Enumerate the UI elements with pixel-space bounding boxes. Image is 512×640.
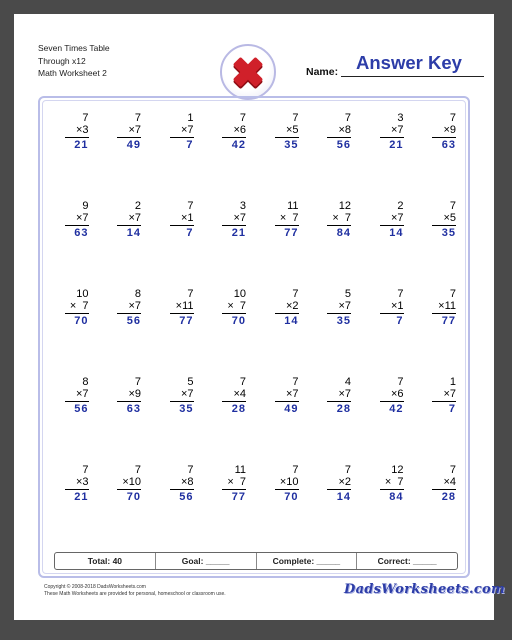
- problem-multiplier: ×2: [285, 300, 299, 312]
- problem-multiplier: ×5: [443, 212, 456, 224]
- problem-top-number: 1: [449, 376, 456, 388]
- problem-top-number: 7: [292, 288, 299, 300]
- problem-answer: 14: [126, 227, 141, 239]
- problem-answer: 21: [74, 491, 89, 503]
- problem: [202, 288, 255, 376]
- problem-top-number: 7: [187, 200, 194, 212]
- title-line: Seven Times Table: [38, 43, 110, 53]
- problem-answer: 14: [389, 227, 404, 239]
- problem-multiplier: × 7: [69, 300, 89, 312]
- problem: [307, 200, 360, 288]
- problem-top-number: 7: [82, 112, 89, 124]
- problem: [412, 376, 465, 464]
- problem-rule: [432, 313, 456, 314]
- problem-rule: [327, 137, 351, 138]
- problem-answer: 70: [126, 491, 141, 503]
- problem-row: [44, 200, 464, 288]
- problem-top-number: 7: [344, 112, 351, 124]
- problem-top-number: 7: [187, 464, 194, 476]
- problem-top-number: 7: [397, 376, 404, 388]
- problem-answer: 14: [336, 491, 351, 503]
- problem-multiplier: ×3: [75, 124, 89, 136]
- problem-multiplier: ×7: [128, 212, 141, 224]
- worksheet-title: [38, 42, 110, 80]
- problem-top-number: 8: [82, 376, 89, 388]
- problem-top-number: 2: [134, 200, 141, 212]
- problem-rule: [65, 401, 89, 402]
- problem: [44, 464, 97, 552]
- problem-rule: [222, 489, 246, 490]
- problem-answer: 7: [186, 139, 194, 151]
- problem-answer: 21: [231, 227, 246, 239]
- problem-multiplier: ×4: [233, 388, 246, 400]
- problem-multiplier: ×6: [233, 124, 246, 136]
- problem-rule: [432, 137, 456, 138]
- problem: [254, 464, 307, 552]
- problem: [149, 376, 202, 464]
- problem-multiplier: ×6: [390, 388, 404, 400]
- problem-multiplier: ×7: [390, 124, 404, 136]
- problem-answer: 56: [74, 403, 89, 415]
- problem: [412, 288, 465, 376]
- problem-row: [44, 464, 464, 552]
- problem-answer: 21: [389, 139, 404, 151]
- problem-answer: 84: [336, 227, 351, 239]
- problem-multiplier: ×3: [75, 476, 89, 488]
- problem: [149, 288, 202, 376]
- problem-top-number: 7: [134, 464, 141, 476]
- problem: [44, 288, 97, 376]
- problem-answer: 63: [126, 403, 141, 415]
- problem-rule: [380, 225, 404, 226]
- problem-rule: [170, 137, 194, 138]
- problem: [307, 376, 360, 464]
- problem-answer: 21: [74, 139, 89, 151]
- copyright-line: These Math Worksheets are provided for personal, homeschool or classroom use.: [44, 591, 226, 597]
- problem: [44, 200, 97, 288]
- problem-rule: [117, 401, 141, 402]
- problem-rule: [65, 137, 89, 138]
- problem-top-number: 7: [134, 376, 141, 388]
- problem-top-number: 10: [76, 288, 89, 300]
- problem-top-number: 7: [82, 464, 89, 476]
- problem-top-number: 7: [344, 464, 351, 476]
- problem-multiplier: × 7: [332, 212, 351, 224]
- problem-answer: 70: [231, 315, 246, 327]
- problem: [359, 464, 412, 552]
- problem-rule: [275, 137, 299, 138]
- problem-multiplier: × 7: [227, 300, 246, 312]
- problem-answer: 14: [284, 315, 299, 327]
- problem-answer: 28: [441, 491, 456, 503]
- problem: [307, 464, 360, 552]
- problem-multiplier: ×2: [338, 476, 351, 488]
- problem-answer: 63: [74, 227, 89, 239]
- problem-answer: 56: [126, 315, 141, 327]
- problem-multiplier: ×5: [285, 124, 299, 136]
- problem-top-number: 4: [344, 376, 351, 388]
- problem-multiplier: × 7: [227, 476, 246, 488]
- problem: [359, 200, 412, 288]
- problem-rule: [222, 401, 246, 402]
- problem-top-number: 9: [82, 200, 89, 212]
- problem-answer: 35: [441, 227, 456, 239]
- problem-top-number: 7: [239, 112, 246, 124]
- problem-multiplier: ×9: [128, 388, 141, 400]
- problem-rule: [222, 313, 246, 314]
- problem: [44, 112, 97, 200]
- problem-top-number: 7: [187, 288, 194, 300]
- problem-answer: 49: [284, 403, 299, 415]
- problem-multiplier: ×7: [390, 212, 404, 224]
- problem-top-number: 5: [187, 376, 194, 388]
- problem: [254, 376, 307, 464]
- total-cell: Total: 40: [55, 553, 156, 569]
- answer-key-title: Answer Key: [356, 52, 462, 73]
- problem-multiplier: ×1: [180, 212, 194, 224]
- problem-multiplier: ×9: [443, 124, 456, 136]
- problem: [254, 200, 307, 288]
- problem-multiplier: ×4: [443, 476, 456, 488]
- problem: [97, 112, 150, 200]
- problem-rule: [170, 401, 194, 402]
- problem-rule: [380, 401, 404, 402]
- problem-rule: [432, 401, 456, 402]
- problem-rule: [380, 137, 404, 138]
- title-line: Math Worksheet 2: [38, 68, 107, 78]
- name-label: Name:: [306, 66, 339, 78]
- score-bar: [54, 552, 458, 570]
- problem-answer: 35: [179, 403, 194, 415]
- problem-answer: 56: [336, 139, 351, 151]
- problem-answer: 28: [231, 403, 246, 415]
- red-x-icon: [228, 52, 268, 92]
- problem-rule: [117, 313, 141, 314]
- problem-top-number: 7: [292, 376, 299, 388]
- problem: [149, 112, 202, 200]
- title-line: Through x12: [38, 55, 86, 66]
- problem: [97, 376, 150, 464]
- worksheet-page: [14, 14, 506, 620]
- problem-top-number: 3: [397, 112, 404, 124]
- problem-top-number: 2: [397, 200, 404, 212]
- problem: [97, 200, 150, 288]
- problem: [202, 464, 255, 552]
- problem-multiplier: ×7: [128, 124, 141, 136]
- problem-rule: [327, 225, 351, 226]
- problem: [412, 200, 465, 288]
- copyright-line: Copyright © 2008-2018 DadsWorksheets.com: [44, 584, 146, 590]
- problem-rule: [170, 489, 194, 490]
- problem-top-number: 7: [449, 200, 456, 212]
- copyright-notice: [44, 584, 226, 598]
- problem-multiplier: ×7: [338, 300, 351, 312]
- problem-multiplier: ×7: [233, 212, 246, 224]
- problem-top-number: 5: [344, 288, 351, 300]
- problem: [97, 288, 150, 376]
- problem-multiplier: ×10: [122, 476, 141, 488]
- problem: [412, 464, 465, 552]
- problem: [149, 200, 202, 288]
- problem-rule: [432, 489, 456, 490]
- problem-rule: [170, 225, 194, 226]
- problem-answer: 77: [179, 315, 194, 327]
- problem-top-number: 10: [233, 288, 246, 300]
- problem-top-number: 7: [292, 112, 299, 124]
- problem-rule: [432, 225, 456, 226]
- problem: [254, 112, 307, 200]
- problem-multiplier: ×7: [338, 388, 351, 400]
- problem-multiplier: ×7: [75, 212, 89, 224]
- problem-rule: [380, 313, 404, 314]
- problem-rule: [327, 313, 351, 314]
- problem-rule: [65, 225, 89, 226]
- problem-top-number: 7: [397, 288, 404, 300]
- problem-top-number: 3: [239, 200, 246, 212]
- problem-multiplier: ×7: [285, 388, 299, 400]
- problem-multiplier: ×11: [175, 300, 194, 312]
- problem: [202, 200, 255, 288]
- problem-rule: [327, 489, 351, 490]
- problem-answer: 70: [284, 491, 299, 503]
- problem-answer: 77: [284, 227, 299, 239]
- problem-top-number: 1: [187, 112, 194, 124]
- problem-multiplier: ×11: [438, 300, 456, 312]
- problem: [359, 112, 412, 200]
- problem-top-number: 12: [391, 464, 404, 476]
- problem-rule: [117, 225, 141, 226]
- problem-multiplier: ×7: [128, 300, 141, 312]
- problem: [202, 376, 255, 464]
- complete-cell: Complete: _____: [257, 553, 358, 569]
- problem-top-number: 7: [239, 376, 246, 388]
- problem-answer: 35: [336, 315, 351, 327]
- correct-cell: Correct: _____: [377, 556, 437, 566]
- problem-top-number: 7: [449, 464, 456, 476]
- problem-rule: [275, 225, 299, 226]
- problem-answer: 56: [179, 491, 194, 503]
- problem-top-number: 7: [292, 464, 299, 476]
- problem: [307, 112, 360, 200]
- problem-rule: [222, 225, 246, 226]
- problem: [149, 464, 202, 552]
- problem: [359, 376, 412, 464]
- problem-answer: 42: [389, 403, 404, 415]
- problem-answer: 42: [231, 139, 246, 151]
- problem-rule: [117, 137, 141, 138]
- problem-rule: [222, 137, 246, 138]
- problem-rule: [65, 489, 89, 490]
- problem-row: [44, 288, 464, 376]
- problems-grid: [44, 112, 464, 552]
- problem: [97, 464, 150, 552]
- problem-rule: [380, 489, 404, 490]
- problem-multiplier: ×10: [279, 476, 299, 488]
- problem-multiplier: ×7: [443, 388, 456, 400]
- problem-top-number: 7: [134, 112, 141, 124]
- problem-top-number: 7: [449, 112, 456, 124]
- problem: [254, 288, 307, 376]
- problem-answer: 7: [396, 315, 404, 327]
- goal-cell: Goal: _____: [156, 553, 257, 569]
- problem-answer: 7: [186, 227, 194, 239]
- problem-rule: [327, 401, 351, 402]
- problem-rule: [170, 313, 194, 314]
- problem-top-number: 8: [134, 288, 141, 300]
- problem: [44, 376, 97, 464]
- problem-multiplier: ×8: [338, 124, 351, 136]
- problem: [359, 288, 412, 376]
- name-line: [341, 76, 484, 77]
- problem-answer: 70: [74, 315, 89, 327]
- problem-rule: [275, 401, 299, 402]
- problem-rule: [117, 489, 141, 490]
- problem-multiplier: ×7: [180, 388, 194, 400]
- problem: [412, 112, 465, 200]
- problem-rule: [65, 313, 89, 314]
- problem-multiplier: ×1: [390, 300, 404, 312]
- dadsworksheets-logo[interactable]: DadsWorksheets.com: [344, 582, 506, 597]
- problem-multiplier: × 7: [279, 212, 299, 224]
- problem-top-number: 11: [234, 464, 246, 476]
- problem-row: [44, 376, 464, 464]
- problem-answer: 7: [448, 403, 456, 415]
- problem-multiplier: ×7: [75, 388, 89, 400]
- problem-answer: 84: [389, 491, 404, 503]
- answer-key-badge: [220, 44, 276, 100]
- problem-top-number: 11: [287, 200, 299, 212]
- problem-answer: 63: [441, 139, 456, 151]
- problem-top-number: 7: [449, 288, 456, 300]
- problem-multiplier: × 7: [384, 476, 404, 488]
- problem-multiplier: ×7: [180, 124, 194, 136]
- problem-answer: 77: [441, 315, 456, 327]
- problem-answer: 49: [126, 139, 141, 151]
- problem-rule: [275, 313, 299, 314]
- problem: [202, 112, 255, 200]
- problem-top-number: 12: [338, 200, 351, 212]
- problem-row: [44, 112, 464, 200]
- problem-multiplier: ×8: [180, 476, 194, 488]
- problem: [307, 288, 360, 376]
- problem-rule: [275, 489, 299, 490]
- problem-answer: 77: [231, 491, 246, 503]
- problem-answer: 35: [284, 139, 299, 151]
- problem-answer: 28: [336, 403, 351, 415]
